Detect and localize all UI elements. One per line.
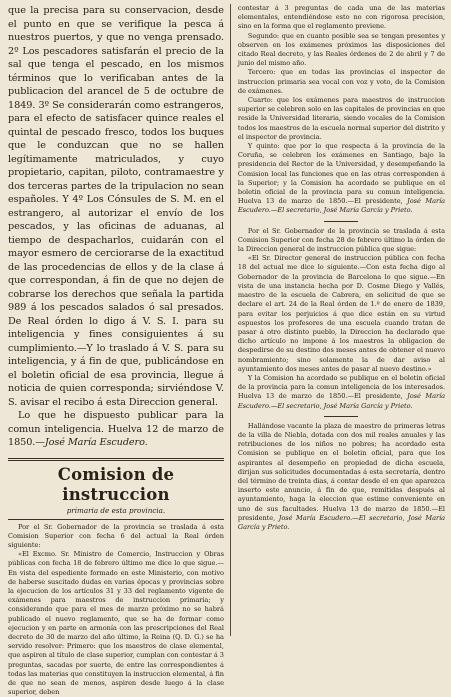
section-divider (8, 458, 224, 461)
right-paragraph-8 (238, 374, 445, 411)
columns (8, 4, 446, 697)
heading-rule (8, 519, 224, 520)
divider-2 (324, 416, 358, 417)
right-paragraph-9 (238, 422, 445, 532)
right-paragraph-4: Cuarto: que los exámenes para maestros de instruccion superior se celebren solo en las capitales de provincias en que reside la Universidad literaria, siendo vocales de la Comision todos los maestros de la escuela normal superior del distrito y el inspector de provincia. (237, 96, 445, 141)
left-column (8, 4, 230, 697)
right-signature-9: José María Escudero.—El secretario, José María García y Prieto. (237, 513, 446, 531)
left-paragraph-2 (8, 409, 224, 450)
divider-1 (324, 221, 358, 222)
left-signature-2: José María Escudero. (44, 437, 148, 448)
left-paragraph-1: que la precisa para su conservacion, desde el punto en que se verifique la pesca á nuestros puertos, y que no venga prensado. 2º Los pescadores satisfarán el precio de la sal que tenga el pescado, en los mismos términos que lo verificaban antes de la publicacion del arancel de 5 de octubre de 1849. 3º Se considerarán como estrangeros, para el efecto de satisfacer quince reales el quintal de pescado fresco, todos los buques que le conduzcan que no se hallen legítimamente matriculados, y cuyo propietario, capitan, piloto, contramaestre y dos terceras partes de la tripulacion no sean españoles. Y 4º Los Cónsules de S. M. en el estrangero, al autorizar el envío de los pescados, y las oficinas de aduanas, al tiempo de despacharlos, cuidarán con el mayor esmero de cerciorarse de la exactitud de las procedencias de ellos y de la clase á que correspondan, á fin de que no dejen de cobrarse los derechos que señala la partida 989 á los pescados salados ó sal presados. De Real órden lo digo á V. S. I. para su inteligencia y fines consiguientes á su cumplimiento.—Y lo traslado á V. S. para su inteligencia, y á fin de que, publicándose en el boletin oficial de esa provincia, llegue á noticia de quien corresponda; sirviéndose V. S. avisar el recibo á esta Direccion general. (8, 5, 224, 408)
right-paragraph-1: contestar á 3 preguntas de cada una de las materias elementales, entendiéndose esto no con rigorosa precision, sino en la forma que el reglamento previene. (237, 4, 445, 31)
section-heading: Comision de instruccion (57, 464, 175, 504)
right-paragraph-5-text: Y quinto: que por lo que respecta á la provincia de la Coruña, se celebren los exámenes en Santiago, bajo la presidencia del Rector de la Universidad, y desempeñando la Comision local las funciones que en las otras corresponden á la Superior; y la Comision ha acordado se publique en el boletin oficial de la provincia para su comun inteligencia. Huelva 13 de marzo de 1850.—El presidente, (237, 142, 445, 206)
section-subheading: primaria de esta provincia. (66, 505, 166, 515)
right-column (230, 4, 445, 636)
left-paragraph-4: «El Excmo. Sr. Ministro de Comercio, Instruccion y Obras públicas con fecha 18 de febrero último me dice lo que sigue.—En vista del espediente formado en este Ministerio, con motivo de haberse suscitado dudas en varias épocas y provincias sobre la ejecucion de los artículos 31 y 33 del reglamento vigente de exámenes para maestros de instruccion primaria; y considerando que para el mes de marzo próximo no se habrá publicado el nuevo reglamento, que se ha de formar como ejecucion y en parte en armonía con las prescripciones del Real decreto de 30 de marzo del año último, la Reina (Q. D. G.) se ha servido resolver: Primero: que los maestros de clase elemental, que aspiren al título de clase superior, cumplan con contestar á 3 preguntas, sacadas por suerte, de entre las correspondientes á todas las materias que constituyen la instruccion elemental, á fin de que no sean de menos, aspiren desde luego á la clase superior, deben (8, 550, 224, 697)
right-paragraph-9-text: Hallándose vacante la plaza de maestro de primeras letras de la villa de Niebla, dotada con dos mil reales anuales y las retribuciones de los niños no pobres; ha acordado esta Comision se publique en el boletin oficial, para que los aspirantes al desempeño en propiedad de dicha escuela, dirijan sus solicitudes documentadas á esta secretaría, dentro del término de treinta dias, á contar desde el en que aparezca inserto este anuncio, á fin de que, remitidas después al ayuntamiento, haga la eleccion que estime conveniente en uno de sus facultades. Huelva 13 de marzo de 1850.—El presidente, (237, 421, 445, 522)
right-paragraph-6: Por el Sr. Gobernador de la provincia se traslada á esta Comision Superior con fecha 28 de febrero último la órden de la Direccion general de instruccion pública que sigue: (237, 226, 445, 254)
right-paragraph-7: «El Sr. Director general de instruccion pública con fecha 18 del actual me dice lo siguiente.—Con esta fecha digo al Gobernador de la provincia de Barcelona lo que sigue.—En vista de una instancia hecha por D. Cosme Diego y Vallés, maestro de la escuela de Cabrera, en solicitud de que se declare el art. 24 de la Real órden de 1.º de enero de 1839, para evitar los perjuicios á que dice están en su virtud espuestos los profesores de una escuela cuando tratan de pasar á otro distinto pueblo, la Direccion ha declarado que dicho artículo no impone á los maestros la obligacion de despedirse de su destino dos meses antes de obtener el nuevo nombramiento; sino solamente la de dar aviso al ayuntamiento dos meses antes de pasar al nuevo destino.» (237, 254, 445, 373)
right-paragraph-2: Segundo: que en cuanto posible sea se tengan presentes y observen en los exámenes próximos las disposiciones del citado Real decreto, y las Reales órdenes de 2 de abril y 7 de junio del mismo año. (237, 31, 445, 68)
right-paragraph-8-text: Y la Comision ha acordado se publique en el boletin oficial de la provincia para la comun inteligencia de los interesados. Huelva 13 de marzo de 1850.—El presidente, (237, 373, 445, 401)
right-paragraph-3: Tercero: que en todas las provincias el inspector de instruccion primaria sea vocal con voz y voto, de la Comision de exámenes. (237, 68, 445, 95)
right-signature-8: José María Escudero.—El secretario, José María García y Prieto. (237, 392, 446, 410)
left-paragraph-2-text: Lo que he dispuesto publicar para la comun inteligencia. Huelva 12 de marzo de 1850.— (8, 410, 224, 448)
right-signature-5: José María Escudero.—El secretario, José María García y Prieto. (237, 197, 446, 215)
right-paragraph-5 (238, 142, 445, 216)
left-paragraph-3: Por el Sr. Gobernador de la provincia se traslada á esta Comision Superior con fecha 6 del actual la Real órden siguiente: (8, 522, 224, 549)
